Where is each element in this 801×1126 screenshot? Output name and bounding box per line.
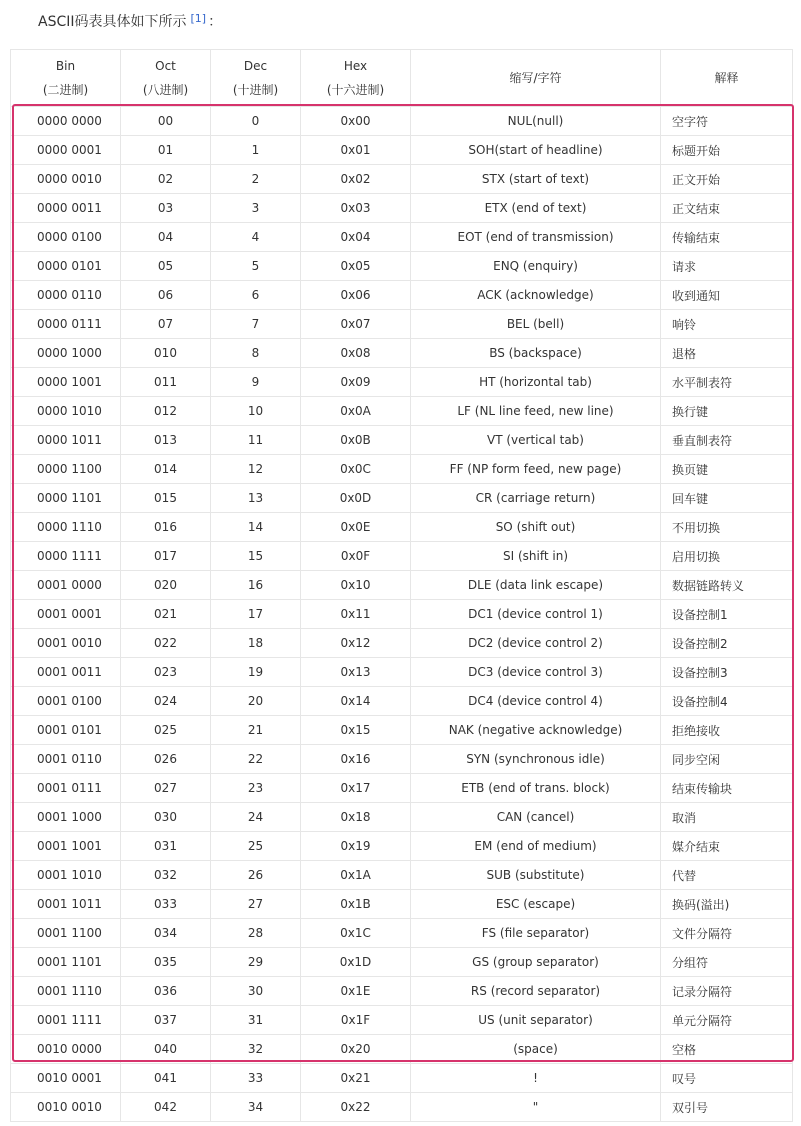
table-row <box>11 861 793 890</box>
oct-cell: 015 <box>121 484 211 513</box>
table-row <box>11 426 793 455</box>
hex-cell: 0x21 <box>301 1064 411 1093</box>
table-row <box>11 397 793 426</box>
header-label: Oct <box>155 59 176 73</box>
hex-cell: 0x19 <box>301 832 411 861</box>
table-row <box>11 948 793 977</box>
bin-cell: 0001 0010 <box>11 629 121 658</box>
oct-cell: 033 <box>121 890 211 919</box>
hex-cell: 0x01 <box>301 136 411 165</box>
header-label: Hex <box>343 59 368 73</box>
hex-cell: 0x15 <box>301 716 411 745</box>
oct-cell: 012 <box>121 397 211 426</box>
dec-cell: 8 <box>211 339 301 368</box>
hex-cell: 0x07 <box>301 310 411 339</box>
abbreviation-cell: NUL(null) <box>411 107 661 136</box>
bin-cell: 0001 1101 <box>11 948 121 977</box>
bin-cell: 0001 1110 <box>11 977 121 1006</box>
table-row <box>11 600 793 629</box>
hex-cell: 0x22 <box>301 1093 411 1122</box>
header-abbreviation <box>411 50 661 107</box>
explanation-cell: 正文开始 <box>661 165 793 194</box>
explanation-cell: 分组符 <box>661 948 793 977</box>
header-bin <box>11 50 121 107</box>
explanation-cell: 退格 <box>661 339 793 368</box>
dec-cell: 24 <box>211 803 301 832</box>
header-dec <box>211 50 301 107</box>
table-row <box>11 629 793 658</box>
table-row <box>11 339 793 368</box>
intro-suffix: ： <box>208 14 223 30</box>
dec-cell: 33 <box>211 1064 301 1093</box>
explanation-cell: 同步空闲 <box>661 745 793 774</box>
dec-cell: 13 <box>211 484 301 513</box>
table-row <box>11 716 793 745</box>
bin-cell: 0001 0011 <box>11 658 121 687</box>
bin-cell: 0000 1101 <box>11 484 121 513</box>
oct-cell: 03 <box>121 194 211 223</box>
table-body <box>11 107 793 1122</box>
bin-cell: 0000 0110 <box>11 281 121 310</box>
dec-cell: 0 <box>211 107 301 136</box>
abbreviation-cell: STX (start of text) <box>411 165 661 194</box>
abbreviation-cell: VT (vertical tab) <box>411 426 661 455</box>
table-row <box>11 1006 793 1035</box>
bin-cell: 0010 0010 <box>11 1093 121 1122</box>
header-label: 解释 <box>714 71 739 85</box>
table-row <box>11 281 793 310</box>
hex-cell: 0x11 <box>301 600 411 629</box>
abbreviation-cell: SI (shift in) <box>411 542 661 571</box>
hex-cell: 0x14 <box>301 687 411 716</box>
explanation-cell: 设备控制2 <box>661 629 793 658</box>
hex-cell: 0x16 <box>301 745 411 774</box>
explanation-cell: 设备控制4 <box>661 687 793 716</box>
abbreviation-cell: US (unit separator) <box>411 1006 661 1035</box>
dec-cell: 26 <box>211 861 301 890</box>
abbreviation-cell: SYN (synchronous idle) <box>411 745 661 774</box>
bin-cell: 0000 0010 <box>11 165 121 194</box>
abbreviation-cell: CR (carriage return) <box>411 484 661 513</box>
header-label: 缩写/字符 <box>509 71 562 85</box>
hex-cell: 0x09 <box>301 368 411 397</box>
hex-cell: 0x04 <box>301 223 411 252</box>
explanation-cell: 空字符 <box>661 107 793 136</box>
header-sublabel: (十进制) <box>232 83 279 97</box>
hex-cell: 0x1E <box>301 977 411 1006</box>
table-row <box>11 774 793 803</box>
header-label: Dec <box>243 59 268 73</box>
dec-cell: 3 <box>211 194 301 223</box>
oct-cell: 01 <box>121 136 211 165</box>
hex-cell: 0x1B <box>301 890 411 919</box>
table-row <box>11 223 793 252</box>
dec-cell: 15 <box>211 542 301 571</box>
table-row <box>11 194 793 223</box>
bin-cell: 0001 1011 <box>11 890 121 919</box>
bin-cell: 0001 1001 <box>11 832 121 861</box>
bin-cell: 0001 0100 <box>11 687 121 716</box>
header-hex <box>301 50 411 107</box>
bin-cell: 0001 1000 <box>11 803 121 832</box>
abbreviation-cell: DC1 (device control 1) <box>411 600 661 629</box>
abbreviation-cell: ETB (end of trans. block) <box>411 774 661 803</box>
hex-cell: 0x05 <box>301 252 411 281</box>
hex-cell: 0x0A <box>301 397 411 426</box>
oct-cell: 020 <box>121 571 211 600</box>
intro-text <box>38 12 222 32</box>
table-row <box>11 252 793 281</box>
dec-cell: 5 <box>211 252 301 281</box>
intro-label: ASCII码表具体如下所示 <box>38 14 187 30</box>
header-sublabel: (十六进制) <box>326 83 385 97</box>
dec-cell: 27 <box>211 890 301 919</box>
explanation-cell: 拒绝接收 <box>661 716 793 745</box>
bin-cell: 0001 0111 <box>11 774 121 803</box>
explanation-cell: 传输结束 <box>661 223 793 252</box>
dec-cell: 32 <box>211 1035 301 1064</box>
hex-cell: 0x1F <box>301 1006 411 1035</box>
dec-cell: 17 <box>211 600 301 629</box>
oct-cell: 07 <box>121 310 211 339</box>
bin-cell: 0000 1010 <box>11 397 121 426</box>
bin-cell: 0000 0111 <box>11 310 121 339</box>
dec-cell: 25 <box>211 832 301 861</box>
oct-cell: 030 <box>121 803 211 832</box>
bin-cell: 0010 0001 <box>11 1064 121 1093</box>
explanation-cell: 标题开始 <box>661 136 793 165</box>
explanation-cell: 记录分隔符 <box>661 977 793 1006</box>
header-row <box>11 50 793 107</box>
table-row <box>11 1093 793 1122</box>
bin-cell: 0000 0001 <box>11 136 121 165</box>
dec-cell: 29 <box>211 948 301 977</box>
oct-cell: 016 <box>121 513 211 542</box>
dec-cell: 6 <box>211 281 301 310</box>
table-row <box>11 1064 793 1093</box>
oct-cell: 05 <box>121 252 211 281</box>
abbreviation-cell: FF (NP form feed, new page) <box>411 455 661 484</box>
oct-cell: 041 <box>121 1064 211 1093</box>
explanation-cell: 文件分隔符 <box>661 919 793 948</box>
hex-cell: 0x1D <box>301 948 411 977</box>
bin-cell: 0000 1111 <box>11 542 121 571</box>
oct-cell: 024 <box>121 687 211 716</box>
hex-cell: 0x0F <box>301 542 411 571</box>
explanation-cell: 换码(溢出) <box>661 890 793 919</box>
abbreviation-cell: DLE (data link escape) <box>411 571 661 600</box>
hex-cell: 0x03 <box>301 194 411 223</box>
explanation-cell: 垂直制表符 <box>661 426 793 455</box>
table-row <box>11 513 793 542</box>
bin-cell: 0001 1100 <box>11 919 121 948</box>
abbreviation-cell: " <box>411 1093 661 1122</box>
abbreviation-cell: BS (backspace) <box>411 339 661 368</box>
table-row <box>11 1035 793 1064</box>
dec-cell: 30 <box>211 977 301 1006</box>
hex-cell: 0x18 <box>301 803 411 832</box>
bin-cell: 0000 0101 <box>11 252 121 281</box>
dec-cell: 34 <box>211 1093 301 1122</box>
hex-cell: 0x20 <box>301 1035 411 1064</box>
header-label: Bin <box>55 59 76 73</box>
hex-cell: 0x0D <box>301 484 411 513</box>
explanation-cell: 双引号 <box>661 1093 793 1122</box>
bin-cell: 0000 1001 <box>11 368 121 397</box>
reference-link[interactable]: [1] <box>190 12 207 25</box>
abbreviation-cell: SO (shift out) <box>411 513 661 542</box>
bin-cell: 0000 0011 <box>11 194 121 223</box>
dec-cell: 18 <box>211 629 301 658</box>
oct-cell: 032 <box>121 861 211 890</box>
explanation-cell: 数据链路转义 <box>661 571 793 600</box>
oct-cell: 02 <box>121 165 211 194</box>
explanation-cell: 设备控制3 <box>661 658 793 687</box>
bin-cell: 0001 0000 <box>11 571 121 600</box>
header-oct <box>121 50 211 107</box>
bin-cell: 0000 0100 <box>11 223 121 252</box>
oct-cell: 014 <box>121 455 211 484</box>
dec-cell: 16 <box>211 571 301 600</box>
hex-cell: 0x0E <box>301 513 411 542</box>
oct-cell: 026 <box>121 745 211 774</box>
explanation-cell: 收到通知 <box>661 281 793 310</box>
table-row <box>11 571 793 600</box>
explanation-cell: 取消 <box>661 803 793 832</box>
hex-cell: 0x10 <box>301 571 411 600</box>
bin-cell: 0000 1100 <box>11 455 121 484</box>
abbreviation-cell: HT (horizontal tab) <box>411 368 661 397</box>
abbreviation-cell: ! <box>411 1064 661 1093</box>
table-row <box>11 165 793 194</box>
explanation-cell: 媒介结束 <box>661 832 793 861</box>
table-row <box>11 977 793 1006</box>
abbreviation-cell: ETX (end of text) <box>411 194 661 223</box>
dec-cell: 14 <box>211 513 301 542</box>
dec-cell: 22 <box>211 745 301 774</box>
abbreviation-cell: CAN (cancel) <box>411 803 661 832</box>
table-row <box>11 658 793 687</box>
dec-cell: 21 <box>211 716 301 745</box>
explanation-cell: 请求 <box>661 252 793 281</box>
table-row <box>11 136 793 165</box>
hex-cell: 0x0C <box>301 455 411 484</box>
abbreviation-cell: ENQ (enquiry) <box>411 252 661 281</box>
table-row <box>11 745 793 774</box>
abbreviation-cell: ACK (acknowledge) <box>411 281 661 310</box>
bin-cell: 0000 1011 <box>11 426 121 455</box>
oct-cell: 017 <box>121 542 211 571</box>
bin-cell: 0000 1000 <box>11 339 121 368</box>
bin-cell: 0001 1010 <box>11 861 121 890</box>
table-row <box>11 890 793 919</box>
table-row <box>11 542 793 571</box>
table-row <box>11 919 793 948</box>
explanation-cell: 空格 <box>661 1035 793 1064</box>
hex-cell: 0x08 <box>301 339 411 368</box>
table-row <box>11 310 793 339</box>
abbreviation-cell: DC3 (device control 3) <box>411 658 661 687</box>
hex-cell: 0x1A <box>301 861 411 890</box>
oct-cell: 06 <box>121 281 211 310</box>
oct-cell: 022 <box>121 629 211 658</box>
abbreviation-cell: NAK (negative acknowledge) <box>411 716 661 745</box>
bin-cell: 0001 0110 <box>11 745 121 774</box>
abbreviation-cell: DC4 (device control 4) <box>411 687 661 716</box>
explanation-cell: 正文结束 <box>661 194 793 223</box>
abbreviation-cell: SUB (substitute) <box>411 861 661 890</box>
dec-cell: 19 <box>211 658 301 687</box>
abbreviation-cell: RS (record separator) <box>411 977 661 1006</box>
header-sublabel: (二进制) <box>42 83 89 97</box>
hex-cell: 0x02 <box>301 165 411 194</box>
dec-cell: 31 <box>211 1006 301 1035</box>
oct-cell: 034 <box>121 919 211 948</box>
dec-cell: 11 <box>211 426 301 455</box>
abbreviation-cell: GS (group separator) <box>411 948 661 977</box>
explanation-cell: 叹号 <box>661 1064 793 1093</box>
explanation-cell: 代替 <box>661 861 793 890</box>
header-sublabel: (八进制) <box>142 83 189 97</box>
bin-cell: 0001 0001 <box>11 600 121 629</box>
dec-cell: 20 <box>211 687 301 716</box>
oct-cell: 013 <box>121 426 211 455</box>
abbreviation-cell: (space) <box>411 1035 661 1064</box>
oct-cell: 023 <box>121 658 211 687</box>
table-row <box>11 832 793 861</box>
oct-cell: 010 <box>121 339 211 368</box>
oct-cell: 00 <box>121 107 211 136</box>
abbreviation-cell: EM (end of medium) <box>411 832 661 861</box>
oct-cell: 042 <box>121 1093 211 1122</box>
dec-cell: 10 <box>211 397 301 426</box>
bin-cell: 0010 0000 <box>11 1035 121 1064</box>
ascii-table <box>10 49 793 1122</box>
dec-cell: 7 <box>211 310 301 339</box>
abbreviation-cell: BEL (bell) <box>411 310 661 339</box>
hex-cell: 0x00 <box>301 107 411 136</box>
header-explanation <box>661 50 793 107</box>
explanation-cell: 不用切换 <box>661 513 793 542</box>
oct-cell: 037 <box>121 1006 211 1035</box>
dec-cell: 28 <box>211 919 301 948</box>
oct-cell: 027 <box>121 774 211 803</box>
hex-cell: 0x13 <box>301 658 411 687</box>
table-row <box>11 455 793 484</box>
abbreviation-cell: FS (file separator) <box>411 919 661 948</box>
abbreviation-cell: DC2 (device control 2) <box>411 629 661 658</box>
hex-cell: 0x1C <box>301 919 411 948</box>
abbreviation-cell: SOH(start of headline) <box>411 136 661 165</box>
dec-cell: 9 <box>211 368 301 397</box>
explanation-cell: 响铃 <box>661 310 793 339</box>
oct-cell: 035 <box>121 948 211 977</box>
abbreviation-cell: ESC (escape) <box>411 890 661 919</box>
dec-cell: 2 <box>211 165 301 194</box>
abbreviation-cell: EOT (end of transmission) <box>411 223 661 252</box>
oct-cell: 04 <box>121 223 211 252</box>
bin-cell: 0000 1110 <box>11 513 121 542</box>
explanation-cell: 水平制表符 <box>661 368 793 397</box>
dec-cell: 12 <box>211 455 301 484</box>
dec-cell: 23 <box>211 774 301 803</box>
table-header <box>11 50 793 107</box>
bin-cell: 0001 0101 <box>11 716 121 745</box>
bin-cell: 0000 0000 <box>11 107 121 136</box>
hex-cell: 0x06 <box>301 281 411 310</box>
table-row <box>11 484 793 513</box>
explanation-cell: 设备控制1 <box>661 600 793 629</box>
explanation-cell: 换行键 <box>661 397 793 426</box>
oct-cell: 036 <box>121 977 211 1006</box>
table-row <box>11 687 793 716</box>
dec-cell: 4 <box>211 223 301 252</box>
oct-cell: 025 <box>121 716 211 745</box>
oct-cell: 021 <box>121 600 211 629</box>
oct-cell: 011 <box>121 368 211 397</box>
table-row <box>11 368 793 397</box>
oct-cell: 031 <box>121 832 211 861</box>
explanation-cell: 结束传输块 <box>661 774 793 803</box>
abbreviation-cell: LF (NL line feed, new line) <box>411 397 661 426</box>
oct-cell: 040 <box>121 1035 211 1064</box>
explanation-cell: 单元分隔符 <box>661 1006 793 1035</box>
dec-cell: 1 <box>211 136 301 165</box>
hex-cell: 0x17 <box>301 774 411 803</box>
explanation-cell: 启用切换 <box>661 542 793 571</box>
hex-cell: 0x12 <box>301 629 411 658</box>
bin-cell: 0001 1111 <box>11 1006 121 1035</box>
explanation-cell: 回车键 <box>661 484 793 513</box>
table-row <box>11 107 793 136</box>
table-row <box>11 803 793 832</box>
explanation-cell: 换页键 <box>661 455 793 484</box>
hex-cell: 0x0B <box>301 426 411 455</box>
